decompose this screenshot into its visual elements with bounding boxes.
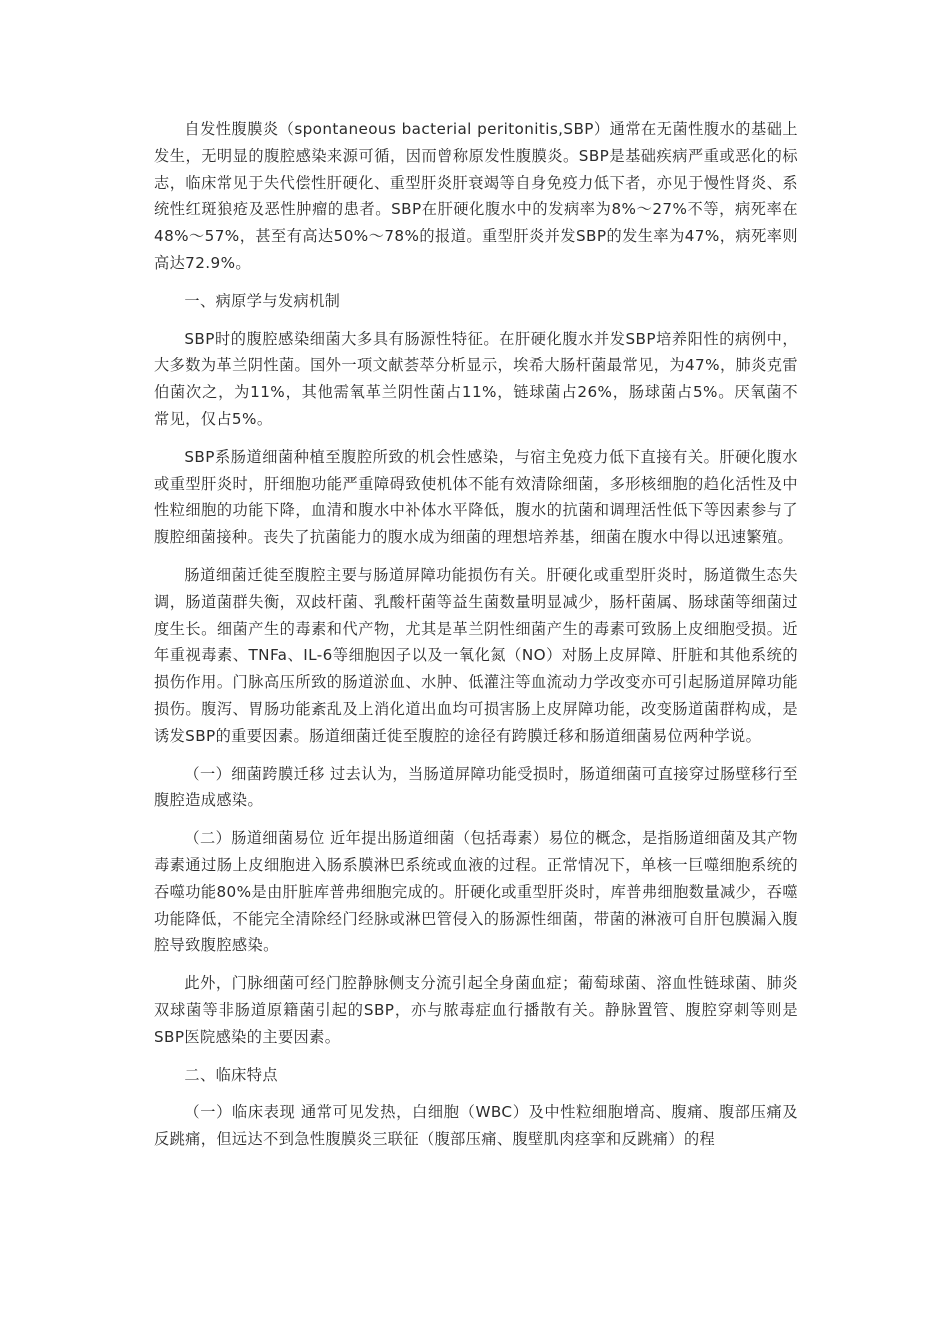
- paragraph-intro: 自发性腹膜炎（spontaneous bacterial peritonitis,SBP）通常在无菌性腹水的基础上发生，无明显的腹腔感染来源可循，因而曾称原发性腹膜炎。SBP是基础疾病严重或恶化的标志，临床常见于失代偿性肝硬化、重型肝炎肝衰竭等自身免疫力低下者，亦见于慢性肾炎、系统性红斑狼疮及恶性肿瘤的患者。SBP在肝硬化腹水中的发病率为8%～27%不等，病死率在48%～57%，甚至有高达50%～78%的报道。重型肝炎并发SBP的发生率为47%，病死率则高达72.9%。: [154, 120, 798, 272]
- section-heading-clinical: 二、临床特点: [184, 1065, 278, 1084]
- document-page: [154, 116, 798, 1164]
- section-heading-etiology: 一、病原学与发病机制: [184, 291, 341, 310]
- paragraph-pathogens: SBP时的腹腔感染细菌大多具有肠源性特征。在肝硬化腹水并发SBP培养阳性的病例中，大多数为革兰阴性菌。国外一项文献荟萃分析显示，埃希大肠杆菌最常见，为47%，肺炎克雷伯菌次之，为11%，其他需氧革兰阴性菌占11%，链球菌占26%，肠球菌占5%。厌氧菌不常见，仅占5%。: [154, 329, 798, 428]
- paragraph-opportunistic-infection: SBP系肠道细菌种植至腹腔所致的机会性感染，与宿主免疫力低下直接有关。肝硬化腹水或重型肝炎时，肝细胞功能严重障碍致使机体不能有效清除细菌，多形核细胞的趋化活性及中性粒细胞的功能下降，血清和腹水中补体水平降低，腹水的抗菌和调理活性低下等因素参与了腹腔细菌接种。丧失了抗菌能力的腹水成为细菌的理想培养基，细菌在腹水中得以迅速繁殖。: [154, 447, 798, 547]
- paragraph-transmembrane-migration: （一）细菌跨膜迁移 过去认为，当肠道屏障功能受损时，肠道细菌可直接穿过肠壁移行至腹腔造成感染。: [154, 764, 798, 810]
- paragraph-other-routes: 此外，门脉细菌可经门腔静脉侧支分流引起全身菌血症；葡萄球菌、溶血性链球菌、肺炎双球菌等非肠道原籍菌引起的SBP，亦与脓毒症血行播散有关。静脉置管、腹腔穿刺等则是SBP医院感染的主要因素。: [154, 974, 798, 1046]
- paragraph-bacterial-translocation: （二）肠道细菌易位 近年提出肠道细菌（包括毒素）易位的概念，是指肠道细菌及其产物毒素通过肠上皮细胞进入肠系膜淋巴系统或血液的过程。正常情况下，单核一巨噬细胞系统的吞噬功能80%是由肝脏库普弗细胞完成的。肝硬化或重型肝炎时，库普弗细胞数量减少，吞噬功能降低，不能完全清除经门经脉或淋巴管侵入的肠源性细菌，带菌的淋液可自肝包膜漏入腹腔导致腹腔感染。: [154, 829, 798, 955]
- paragraph-intestinal-barrier: 肠道细菌迁徙至腹腔主要与肠道屏障功能损伤有关。肝硬化或重型肝炎时，肠道微生态失调，肠道菌群失衡，双歧杆菌、乳酸杆菌等益生菌数量明显减少，肠杆菌属、肠球菌等细菌过度生长。细菌产生的毒素和代产物，尤其是革兰阴性细菌产生的毒素可致肠上皮细胞受损。近年重视毒素、TNFa、IL-6等细胞因子以及一氧化氮（NO）对肠上皮屏障、肝脏和其他系统的损伤作用。门脉高压所致的肠道淤血、水肿、低灌注等血流动力学改变亦可引起肠道屏障功能损伤。腹泻、胃肠功能紊乱及上消化道出血均可损害肠上皮屏障功能，改变肠道菌群构成，是诱发SBP的重要因素。肠道细菌迁徙至腹腔的途径有跨膜迁移和肠道细菌易位两种学说。: [154, 565, 798, 745]
- paragraph-clinical-manifestation: （一）临床表现 通常可见发热，白细胞（WBC）及中性粒细胞增高、腹痛、腹部压痛及反跳痛，但远达不到急性腹膜炎三联征（腹部压痛、腹壁肌肉痉挛和反跳痛）的程: [154, 1103, 798, 1149]
